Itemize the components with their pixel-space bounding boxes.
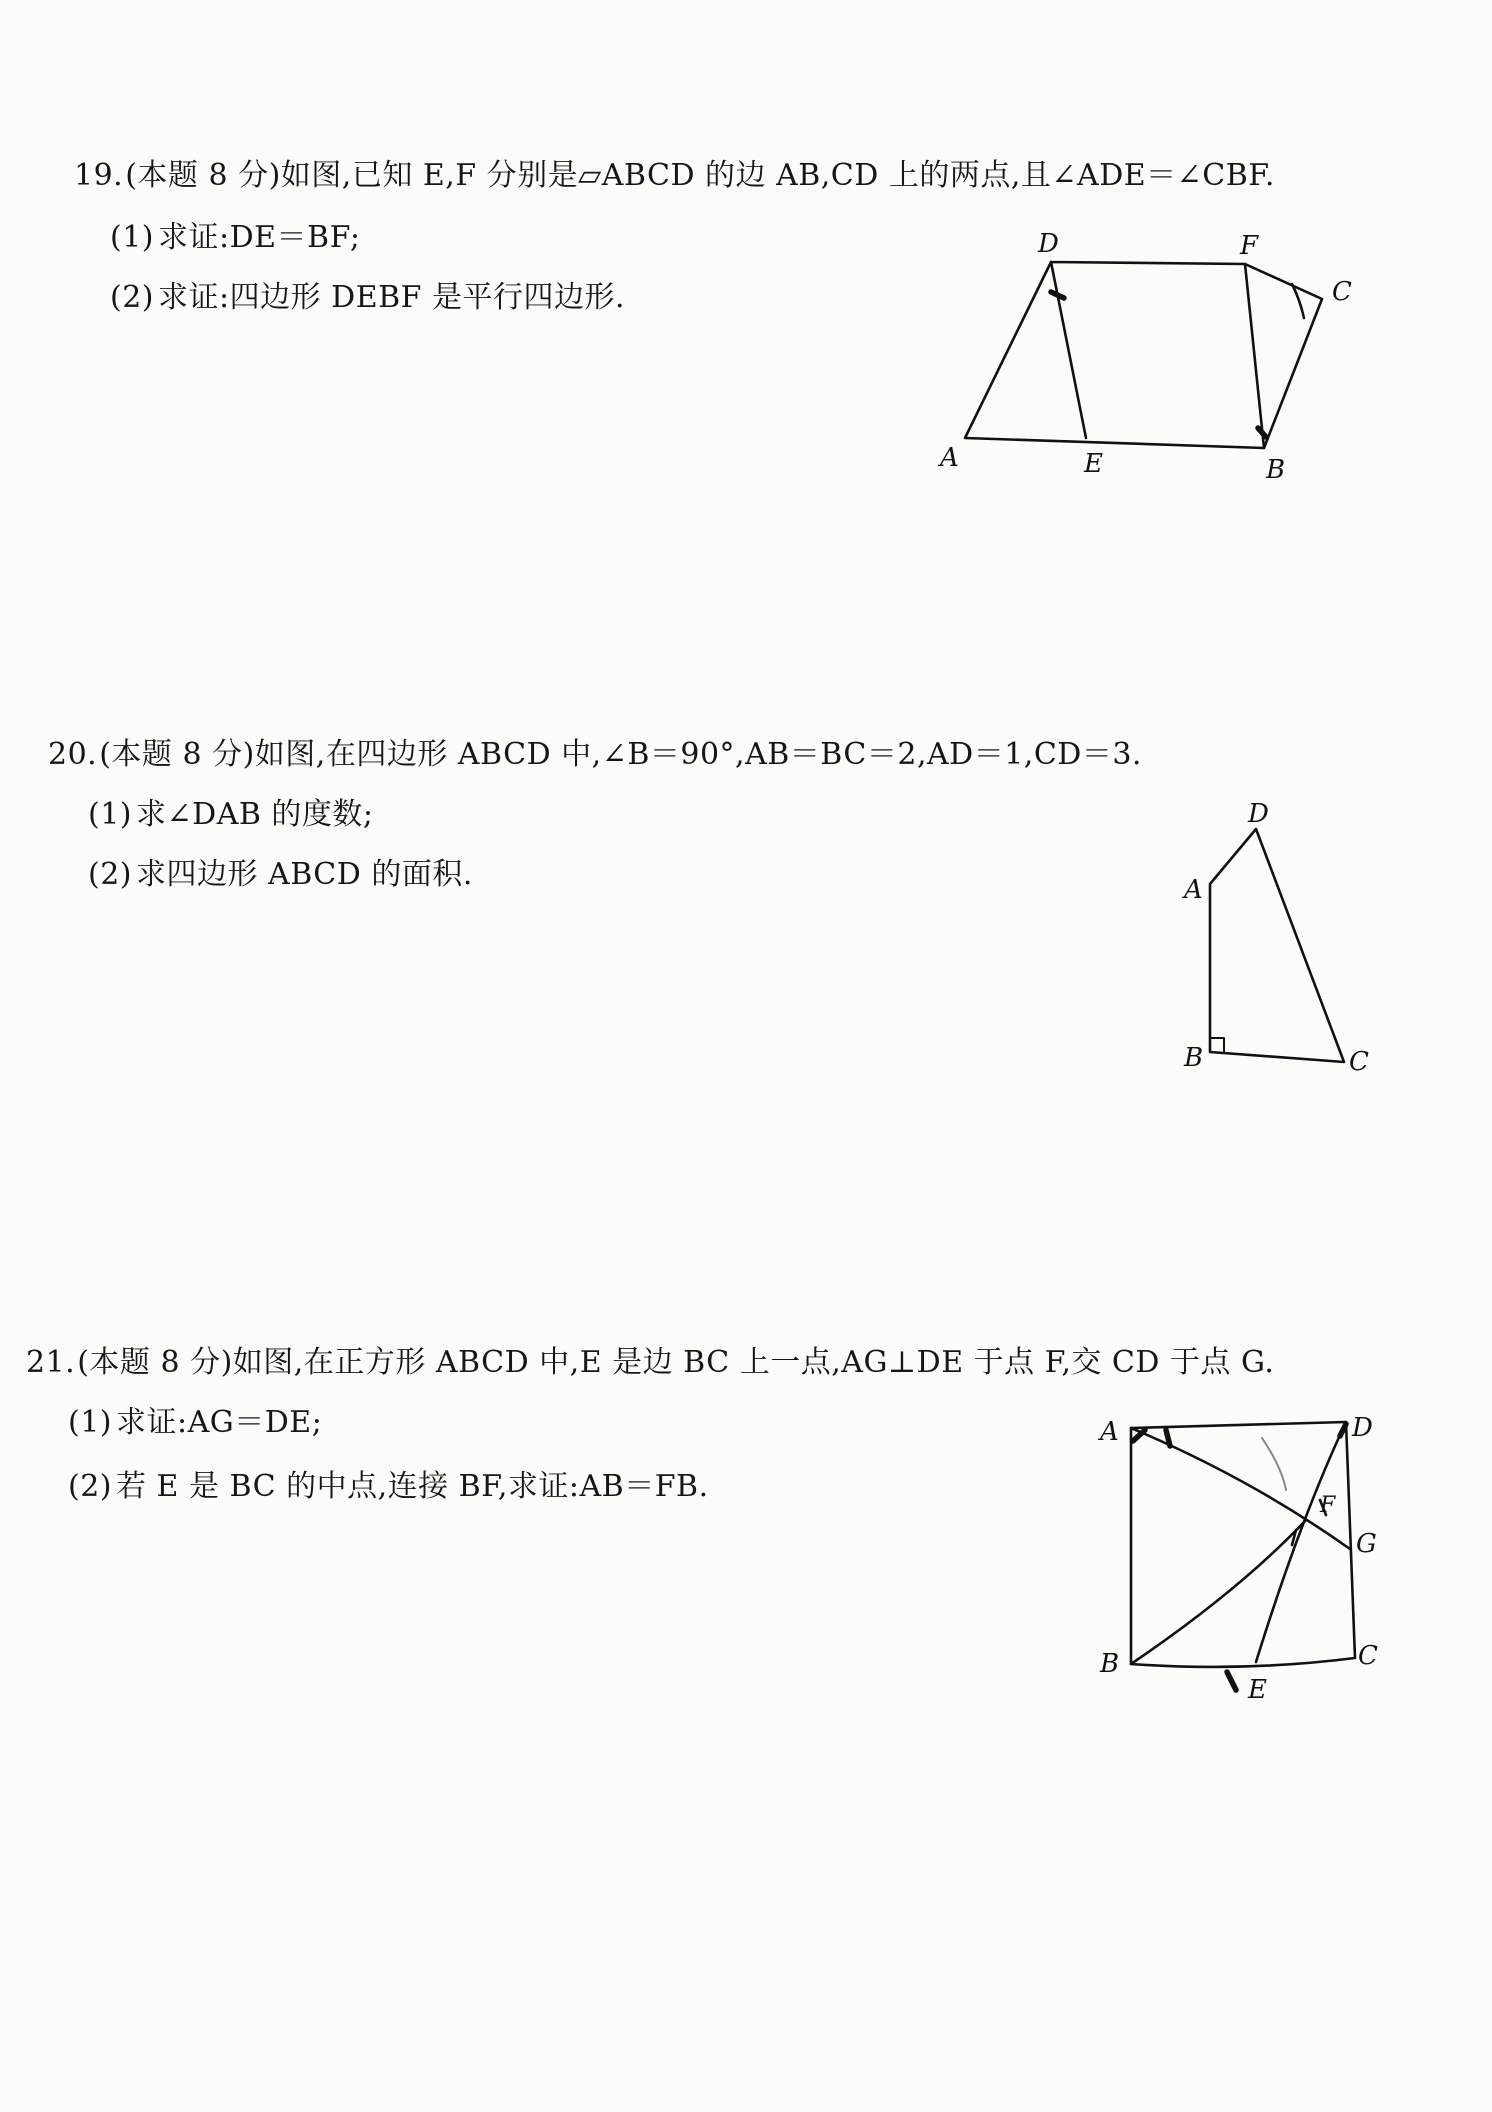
part-text: 若 E 是 BC 的中点,连接 BF,求证:AB＝FB. <box>116 1469 709 1504</box>
point-label-a: A <box>1184 875 1203 905</box>
part-label: (1) <box>88 797 132 832</box>
point-label-d: D <box>1352 1413 1373 1443</box>
problem-number: 21. <box>26 1345 76 1380</box>
part-label: (2) <box>68 1469 112 1504</box>
point-label-f: F <box>1240 231 1259 261</box>
point-label-d: D <box>1038 229 1059 259</box>
point-label-b: B <box>1184 1043 1204 1073</box>
eraser-smudge <box>1262 1438 1286 1490</box>
point-label-g: G <box>1356 1529 1377 1559</box>
point-label-e: E <box>1084 449 1103 479</box>
part-text: 求证:AG＝DE; <box>116 1405 323 1440</box>
part-text: 求∠DAB 的度数; <box>136 797 374 832</box>
point-label-e: E <box>1248 1675 1267 1705</box>
angle-mark-d <box>1340 1424 1346 1436</box>
point-label-c: C <box>1358 1641 1378 1671</box>
part-text: 求证:DE＝BF; <box>158 220 361 255</box>
part-text: 求四边形 ABCD 的面积. <box>136 857 473 892</box>
point-label-f: F <box>1320 1493 1336 1518</box>
point-label-d: D <box>1248 799 1269 829</box>
part-text: 求证:四边形 DEBF 是平行四边形. <box>158 280 626 315</box>
square-abcd <box>1131 1422 1355 1667</box>
problem-statement: (本题 8 分)如图,在四边形 ABCD 中,∠B＝90°,AB＝BC＝2,AD＝1,CD＝3. <box>99 737 1142 772</box>
problem-statement: (本题 8 分)如图,在正方形 ABCD 中,E 是边 BC 上一点,AG⊥DE 于点 F,交 CD 于点 G. <box>77 1345 1275 1380</box>
point-label-b: B <box>1100 1649 1120 1679</box>
point-label-c: C <box>1332 277 1352 307</box>
problem-number: 19. <box>74 158 124 193</box>
point-label-b: B <box>1266 455 1286 485</box>
segment-de <box>1256 1422 1346 1662</box>
angle-mark-e <box>1227 1672 1236 1690</box>
part-label: (2) <box>88 857 132 892</box>
point-label-a: A <box>1100 1417 1119 1447</box>
angle-mark-a2 <box>1166 1430 1170 1446</box>
point-label-c: C <box>1349 1047 1369 1077</box>
problem-number: 20. <box>48 737 98 772</box>
point-label-a: A <box>940 443 959 473</box>
problem-statement: (本题 8 分)如图,已知 E,F 分别是▱ABCD 的边 AB,CD 上的两点,且∠ADE＝∠CBF. <box>125 158 1275 193</box>
part-label: (1) <box>110 220 154 255</box>
part-label: (2) <box>110 280 154 315</box>
part-label: (1) <box>68 1405 112 1440</box>
